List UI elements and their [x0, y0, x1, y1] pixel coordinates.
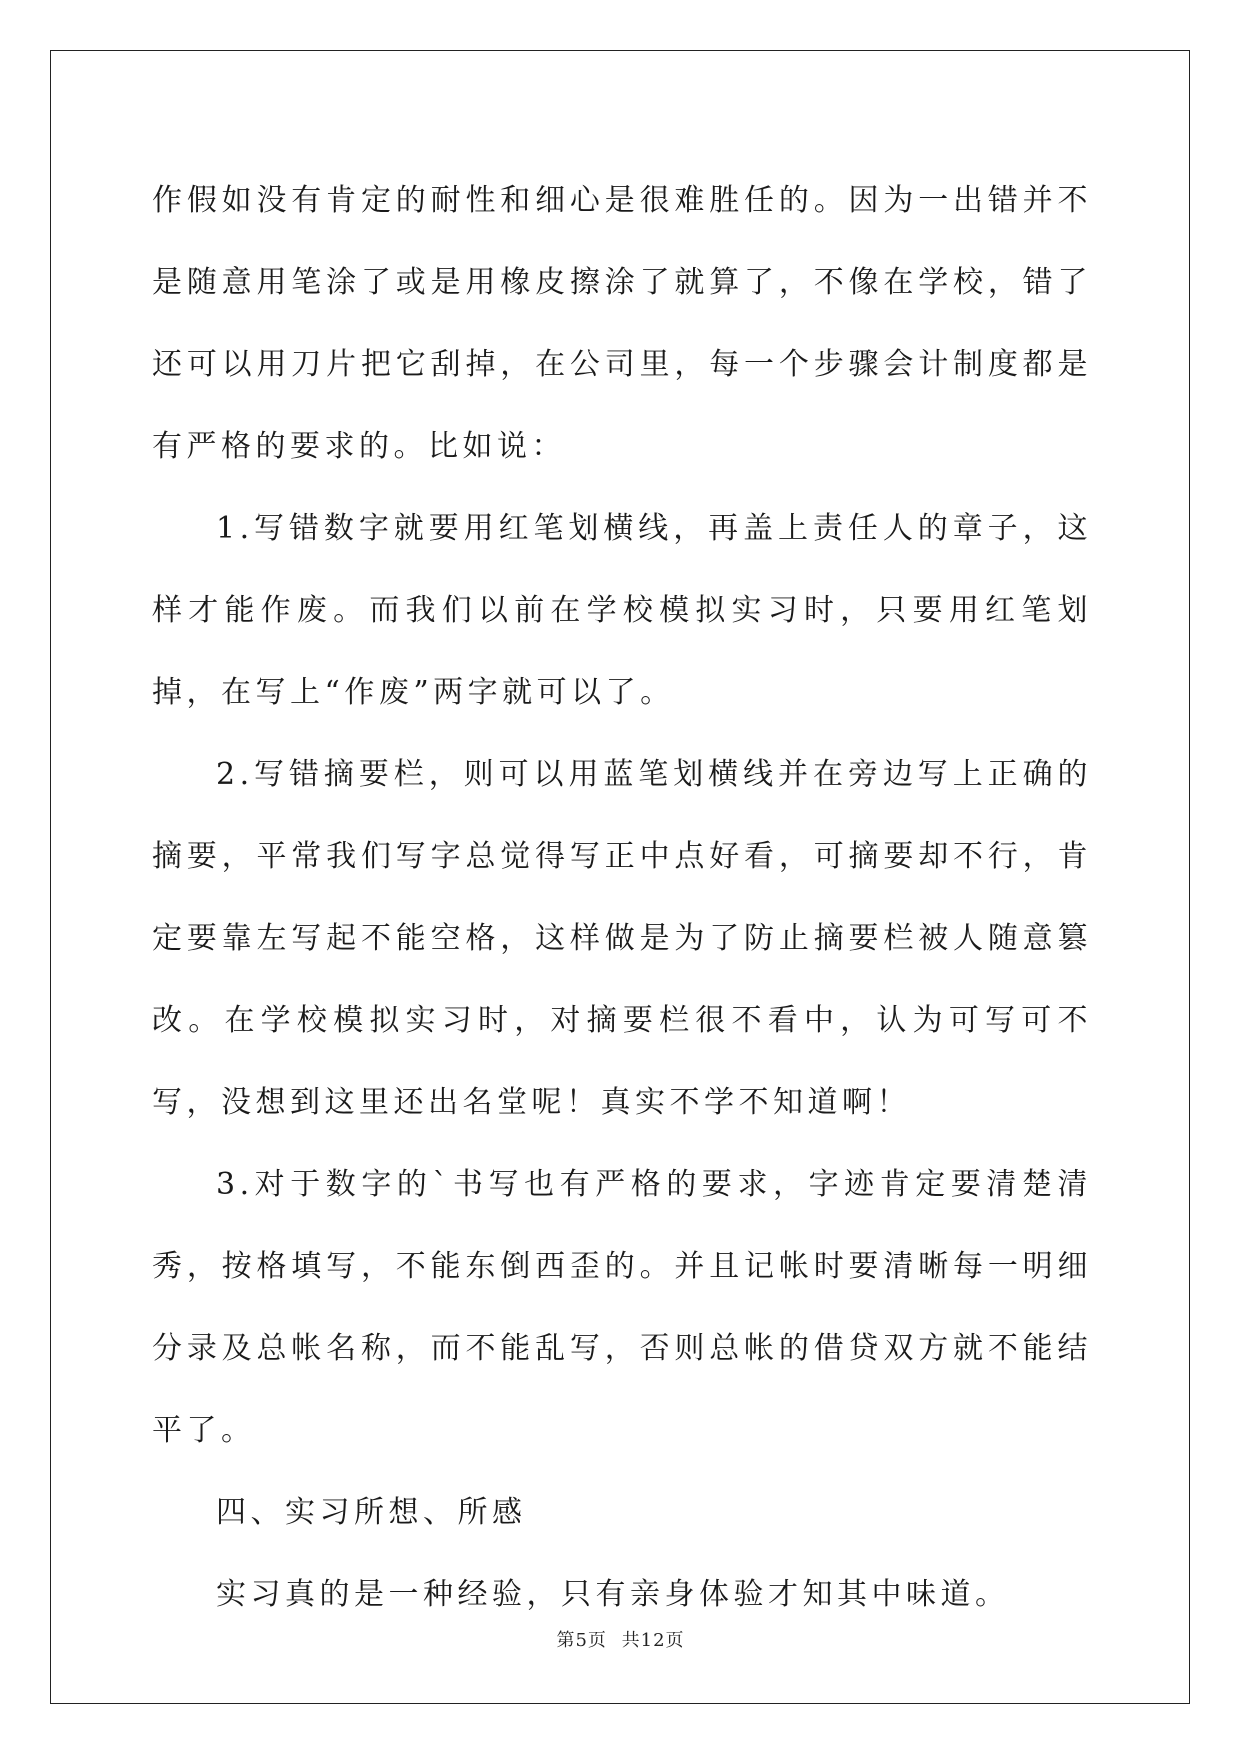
section-heading: 四、实习所想、所感 [216, 1495, 527, 1530]
paragraph-item-3: 3.对于数字的`书写也有严格的要求，字迹肯定要清楚清秀，按格填写，不能东倒西歪的。并且记帐时要清晰每一明细分录及总帐名称，而不能乱写，否则总帐的借贷双方就不能结平了。 [152, 1167, 1092, 1448]
document-body [152, 160, 1092, 1636]
paragraph-conclusion: 实习真的是一种经验，只有亲身体验才知其中味道。 [216, 1577, 1010, 1612]
paragraph-item-2: 2.写错摘要栏，则可以用蓝笔划横线并在旁边写上正确的摘要，平常我们写字总觉得写正中点好看，可摘要却不行，肯定要靠左写起不能空格，这样做是为了防止摘要栏被人随意篡改。在学校模拟实习时，对摘要栏很不看中，认为可写可不写，没想到这里还出名堂呢！真实不学不知道啊！ [152, 757, 1092, 1120]
paragraph-item-1: 1.写错数字就要用红笔划横线，再盖上责任人的章子，这样才能作废。而我们以前在学校模拟实习时，只要用红笔划掉，在写上“作废”两字就可以了。 [152, 511, 1092, 710]
page-total: 共12页 [621, 1630, 685, 1651]
page-number: 第5页 [556, 1630, 607, 1651]
page-footer [0, 1626, 1241, 1652]
paragraph-continued: 作假如没有肯定的耐性和细心是很难胜任的。因为一出错并不是随意用笔涂了或是用橡皮擦涂了就算了，不像在学校，错了还可以用刀片把它刮掉，在公司里，每一个步骤会计制度都是有严格的要求的。比如说： [152, 183, 1092, 464]
